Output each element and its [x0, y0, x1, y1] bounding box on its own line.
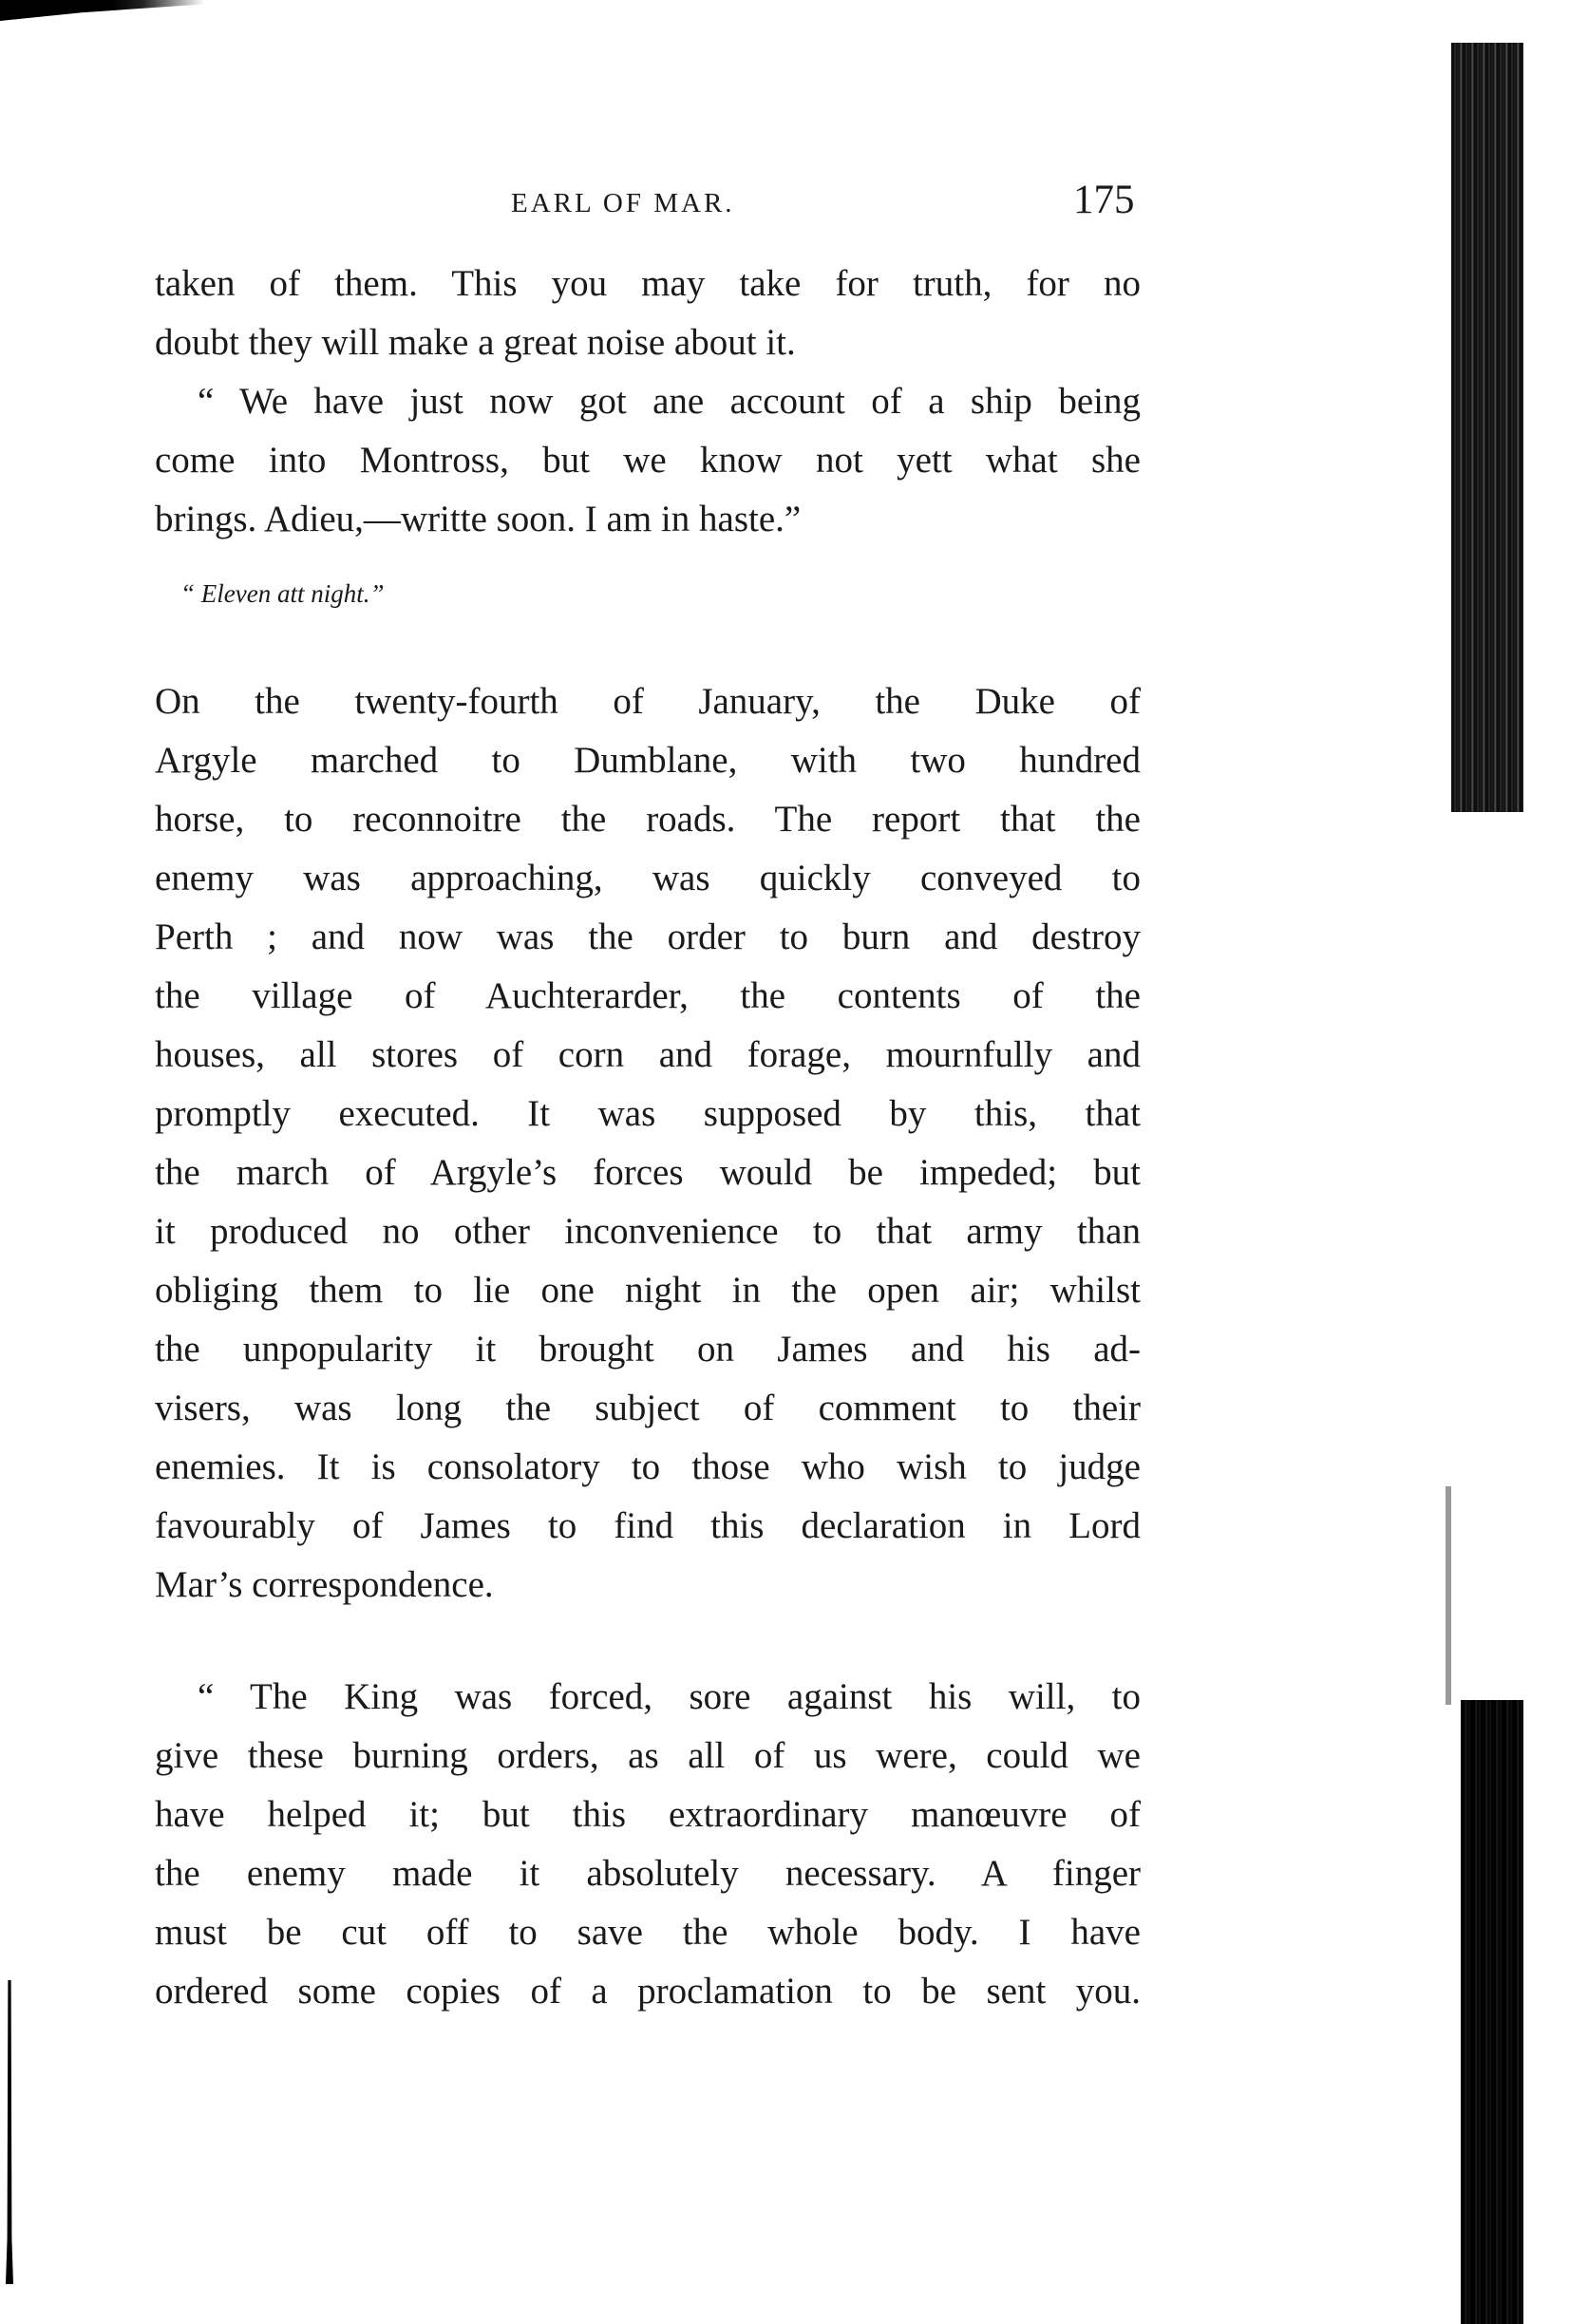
running-head: EARL OF MAR.: [511, 188, 735, 218]
text-line: “ We have just now got ane account of a ship being: [198, 381, 1141, 422]
text-line: Perth ; and now was the order to burn and destroy: [155, 916, 1141, 957]
text-line: Argyle marched to Dumblane, with two hundred: [155, 740, 1141, 781]
text-line: brings. Adieu,—writte soon. I am in haste.”: [155, 499, 802, 539]
text-line: enemies. It is consolatory to those who wish to judge: [155, 1446, 1141, 1487]
text-line: ordered some copies of a proclamation to be sent you.: [155, 1971, 1141, 2012]
text-line: come into Montross, but we know not yett what she: [155, 440, 1141, 481]
scan-artifact-right-edge-thin: [1446, 1486, 1451, 1705]
page-number: 175: [1073, 178, 1135, 222]
text-line: promptly executed. It was supposed by this, that: [155, 1093, 1141, 1134]
text-line: houses, all stores of corn and forage, mournfully and: [155, 1034, 1141, 1075]
text-line: the march of Argyle’s forces would be impeded; but: [155, 1152, 1141, 1193]
paragraph-narrative: [155, 672, 1141, 1615]
text-line: doubt they will make a great noise about it.: [155, 322, 796, 363]
text-line: the unpopularity it brought on James and his ad-: [155, 1329, 1141, 1370]
paragraph-letter-end: [155, 255, 1141, 549]
scan-artifact-right-edge-bottom: [1461, 1700, 1523, 2324]
text-line: must be cut off to save the whole body. I have: [155, 1912, 1141, 1953]
text-line: obliging them to lie one night in the open air; whilst: [155, 1270, 1141, 1311]
text-line: taken of them. This you may take for truth, for no: [155, 263, 1141, 304]
text-line: have helped it; but this extraordinary manœuvre of: [155, 1794, 1141, 1835]
text-line: visers, was long the subject of comment to their: [155, 1388, 1141, 1428]
paragraph-quoted-letter: [155, 1668, 1141, 2021]
scan-artifact-top-left: [0, 0, 204, 21]
text-line: the enemy made it absolutely necessary. A finger: [155, 1853, 1141, 1894]
letter-signoff: “ Eleven att night.”: [180, 579, 385, 608]
text-line: On the twenty-fourth of January, the Duke of: [155, 681, 1141, 722]
text-line: give these burning orders, as all of us were, could we: [155, 1735, 1141, 1776]
text-line: enemy was approaching, was quickly conveyed to: [155, 858, 1141, 898]
text-line: the village of Auchterarder, the contents of the: [155, 975, 1141, 1016]
text-line: Mar’s correspondence.: [155, 1564, 494, 1605]
text-line: horse, to reconnoitre the roads. The report that the: [155, 799, 1141, 840]
text-line: it produced no other inconvenience to that army than: [155, 1211, 1141, 1252]
text-line: “ The King was forced, sore against his will, to: [198, 1676, 1141, 1717]
text-line: favourably of James to find this declaration in Lord: [155, 1505, 1141, 1546]
scan-artifact-right-edge-top: [1451, 43, 1523, 812]
scan-artifact-left-edge-bottom: [6, 1980, 13, 2284]
